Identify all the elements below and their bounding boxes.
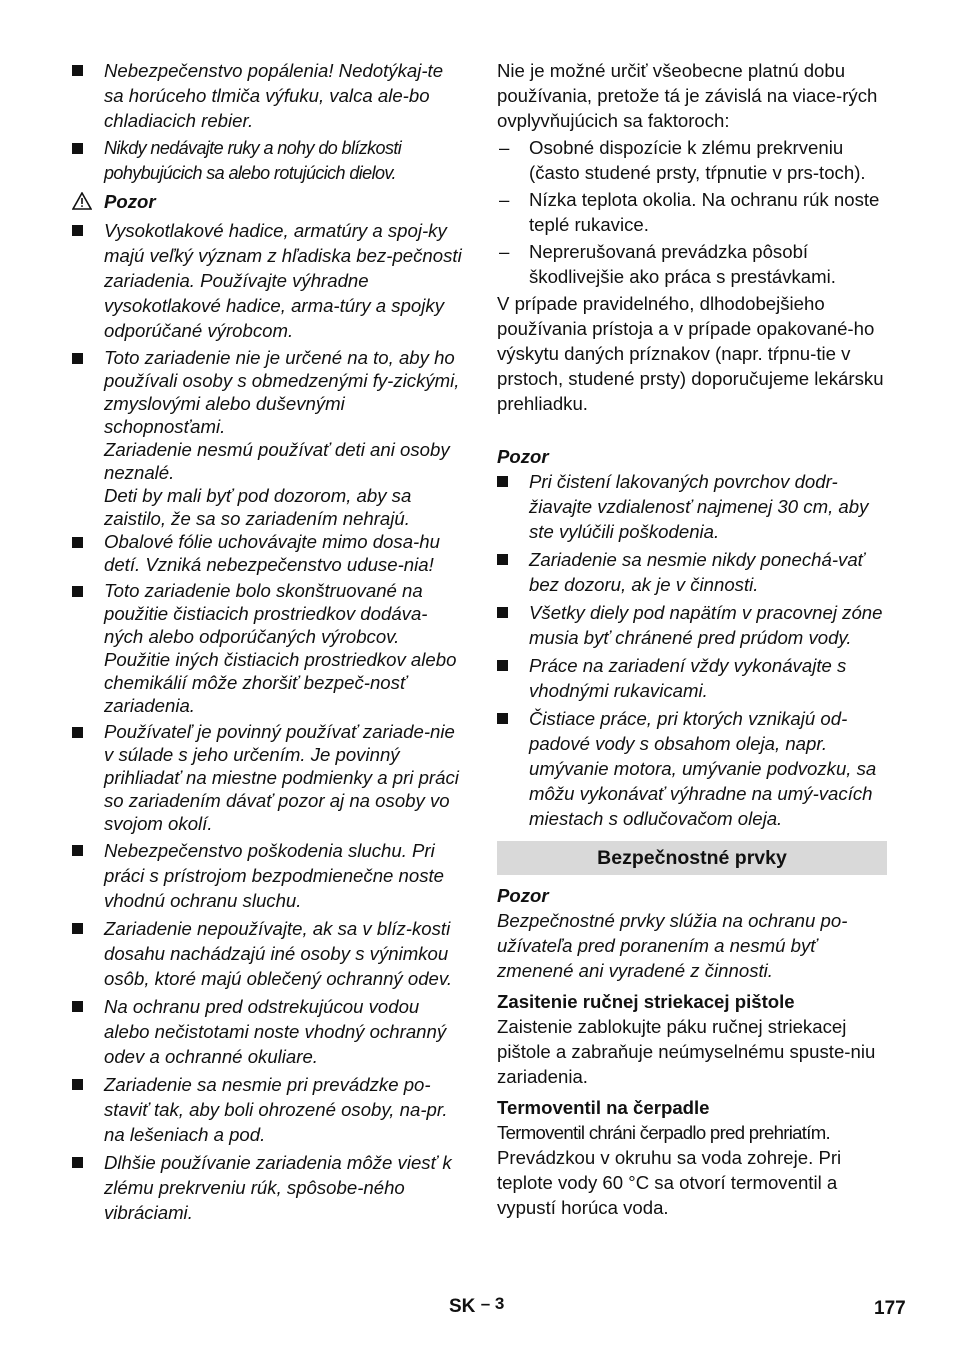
- page-number: 177: [874, 1298, 906, 1319]
- subsection-title: Termoventil na čerpadle: [497, 1097, 710, 1118]
- bullet-item: Nebezpečenstvo popálenia! Nedotýkaj-te sa horúceho tlmiča výfuku, valca ale-bo chladiacich rebier.: [72, 58, 464, 133]
- square-bullet-icon: [72, 923, 83, 934]
- square-bullet-icon: [497, 660, 508, 671]
- dash-item: – Neprerušovaná prevádzka pôsobí škodlivejšie ako práca s prestávkami.: [499, 241, 836, 287]
- bullet-item: Všetky diely pod napätím v pracovnej zóne musia byť chránené pred prúdom vody.: [497, 600, 887, 650]
- subsection-title: Zasitenie ručnej striekacej pištole: [497, 991, 795, 1012]
- bullet-item: Používateľ je povinný používať zariade-nie v súlade s jeho určením. Je povinný prihliadať na miestne podmienky a pri práci so zariadením dávať pozor aj na osoby vo svojom okolí.: [72, 720, 464, 835]
- bullet-item: Na ochranu pred odstrekujúcou vodou alebo nečistotami noste vhodný ochranný odev a ochranné okuliare.: [72, 994, 464, 1069]
- square-bullet-icon: [72, 1001, 83, 1012]
- square-bullet-icon: [72, 353, 83, 364]
- caution-heading: Pozor: [497, 885, 549, 906]
- sub-paragraph: Deti by mali byť pod dozorom, aby sa zaistilo, že sa so zariadením nehrajú.: [104, 485, 412, 529]
- warning-triangle-icon: [72, 192, 92, 210]
- sub-paragraph: Zariadenie nesmú používať deti ani osoby neznalé.: [104, 439, 450, 483]
- subsection-text: Zaistenie zablokujte páku ručnej striekacej pištole a zabraňuje neúmyselnému spuste-niu zariadenia.: [497, 1016, 876, 1087]
- footer-section-label: SK – 3: [449, 1294, 505, 1317]
- bullet-item: Čistiace práce, pri ktorých vznikajú od-padové vody s obsahom oleja, napr. umývanie motora, umývanie podvozku, sa môžu vykonávať výhradne na umý-vacích miestach s odlučovačom oleja.: [497, 706, 887, 831]
- bullet-item: Toto zariadenie bolo skonštruované na použitie čistiacich prostriedkov dodáva-ných alebo odporúčaných výrobcov. Použitie iných čistiacich prostriedkov alebo chemikálií môže zhoršiť bezpeč-nosť zariadenia.: [72, 579, 464, 717]
- square-bullet-icon: [72, 537, 83, 548]
- bullet-item: Pri čistení lakovaných povrchov dodr-žiavajte vzdialenosť najmenej 30 cm, aby ste vylúčili poškodenia.: [497, 469, 887, 544]
- square-bullet-icon: [72, 225, 83, 236]
- square-bullet-icon: [72, 1079, 83, 1090]
- caution-heading: Pozor: [497, 446, 549, 467]
- bullet-item: Toto zariadenie nie je určené na to, aby ho používali osoby s obmedzenými fy-zickými, zmyslovými alebo duševnými schopnosťami. Zariadenie nesmú používať deti ani osoby neznalé. Deti by mali byť pod dozorom, aby sa zaistilo, že sa so zariadením nehrajú.: [72, 346, 464, 530]
- subsection-text: Termoventil chráni čerpadlo pred prehriatím.: [497, 1122, 830, 1143]
- bullet-item: Zariadenie sa nesmie nikdy ponechá-vať bez dozoru, ak je v činnosti.: [497, 547, 887, 597]
- subsection-text: Prevádzkou v okruhu sa voda zohreje. Pri teplote vody 60 °C sa otvorí termoventil a vypustí horúca voda.: [497, 1147, 842, 1218]
- bullet-item: Nikdy nedávajte ruky a nohy do blízkosti pohybujúcich sa alebo rotujúcich dielov.: [72, 136, 464, 186]
- bullet-item: Nebezpečenstvo poškodenia sluchu. Pri práci s prístrojom bezpodmienečne noste vhodnú ochranu sluchu.: [72, 838, 464, 913]
- bullet-item: Zariadenie nepoužívajte, ak sa v blíz-kosti dosahu nachádzajú iné osoby s výnimkou osôb, ktoré majú oblečený ochranný odev.: [72, 916, 464, 991]
- dash-bullet: –: [499, 241, 510, 262]
- bullet-item: Obalové fólie uchovávajte mimo dosa-hu detí. Vzniká nebezpečenstvo uduse-nia!: [72, 530, 464, 576]
- bullet-item: Zariadenie sa nesmie pri prevádzke po-staviť tak, aby boli ohrozené osoby, na-pr. na lešeniach a pod.: [72, 1072, 464, 1147]
- right-column: [497, 58, 887, 1220]
- square-bullet-icon: [72, 1157, 83, 1168]
- square-bullet-icon: [497, 476, 508, 487]
- square-bullet-icon: [72, 143, 83, 154]
- warning-heading: Pozor: [72, 189, 464, 214]
- square-bullet-icon: [72, 845, 83, 856]
- square-bullet-icon: [497, 554, 508, 565]
- dash-item: – Osobné dispozície k zlému prekrveniu (často studené prsty, tŕpnutie v prs-toch).: [499, 137, 866, 183]
- safety-paragraph: Bezpečnostné prvky slúžia na ochranu po-užívateľa pred poranením a nesmú byť zmenené ani vyradené z činnosti.: [497, 910, 848, 981]
- square-bullet-icon: [72, 586, 83, 597]
- square-bullet-icon: [72, 727, 83, 738]
- dash-bullet: –: [499, 137, 510, 158]
- section-title: Bezpečnostné prvky: [497, 841, 887, 875]
- square-bullet-icon: [497, 607, 508, 618]
- square-bullet-icon: [72, 65, 83, 76]
- dash-bullet: –: [499, 189, 510, 210]
- recommendation-paragraph: V prípade pravidelného, dlhodobejšieho používania prístoja a v prípade opakované-ho výskytu daných príznakov (napr. tŕpnu-tie v prstoch, studené prsty) doporučujeme lekársku prehliadku.: [497, 293, 884, 414]
- left-column: [72, 58, 464, 1228]
- intro-paragraph: Nie je možné určiť všeobecne platnú dobu používania, pretože tá je závislá na viace-rých ovplyvňujúcich sa faktoroch:: [497, 60, 878, 131]
- bullet-item: Dlhšie používanie zariadenia môže viesť k zlému prekrveniu rúk, spôsobe-ného vibráciami.: [72, 1150, 464, 1225]
- square-bullet-icon: [497, 713, 508, 724]
- bullet-item: Práce na zariadení vždy vykonávajte s vhodnými rukavicami.: [497, 653, 887, 703]
- bullet-item: Vysokotlakové hadice, armatúry a spoj-ky majú veľký význam z hľadiska bez-pečnosti zariadenia. Používajte výhradne vysokotlakové hadice, arma-túry a spojky odporúčané výrobcom.: [72, 218, 464, 343]
- dash-item: – Nízka teplota okolia. Na ochranu rúk noste teplé rukavice.: [499, 189, 880, 235]
